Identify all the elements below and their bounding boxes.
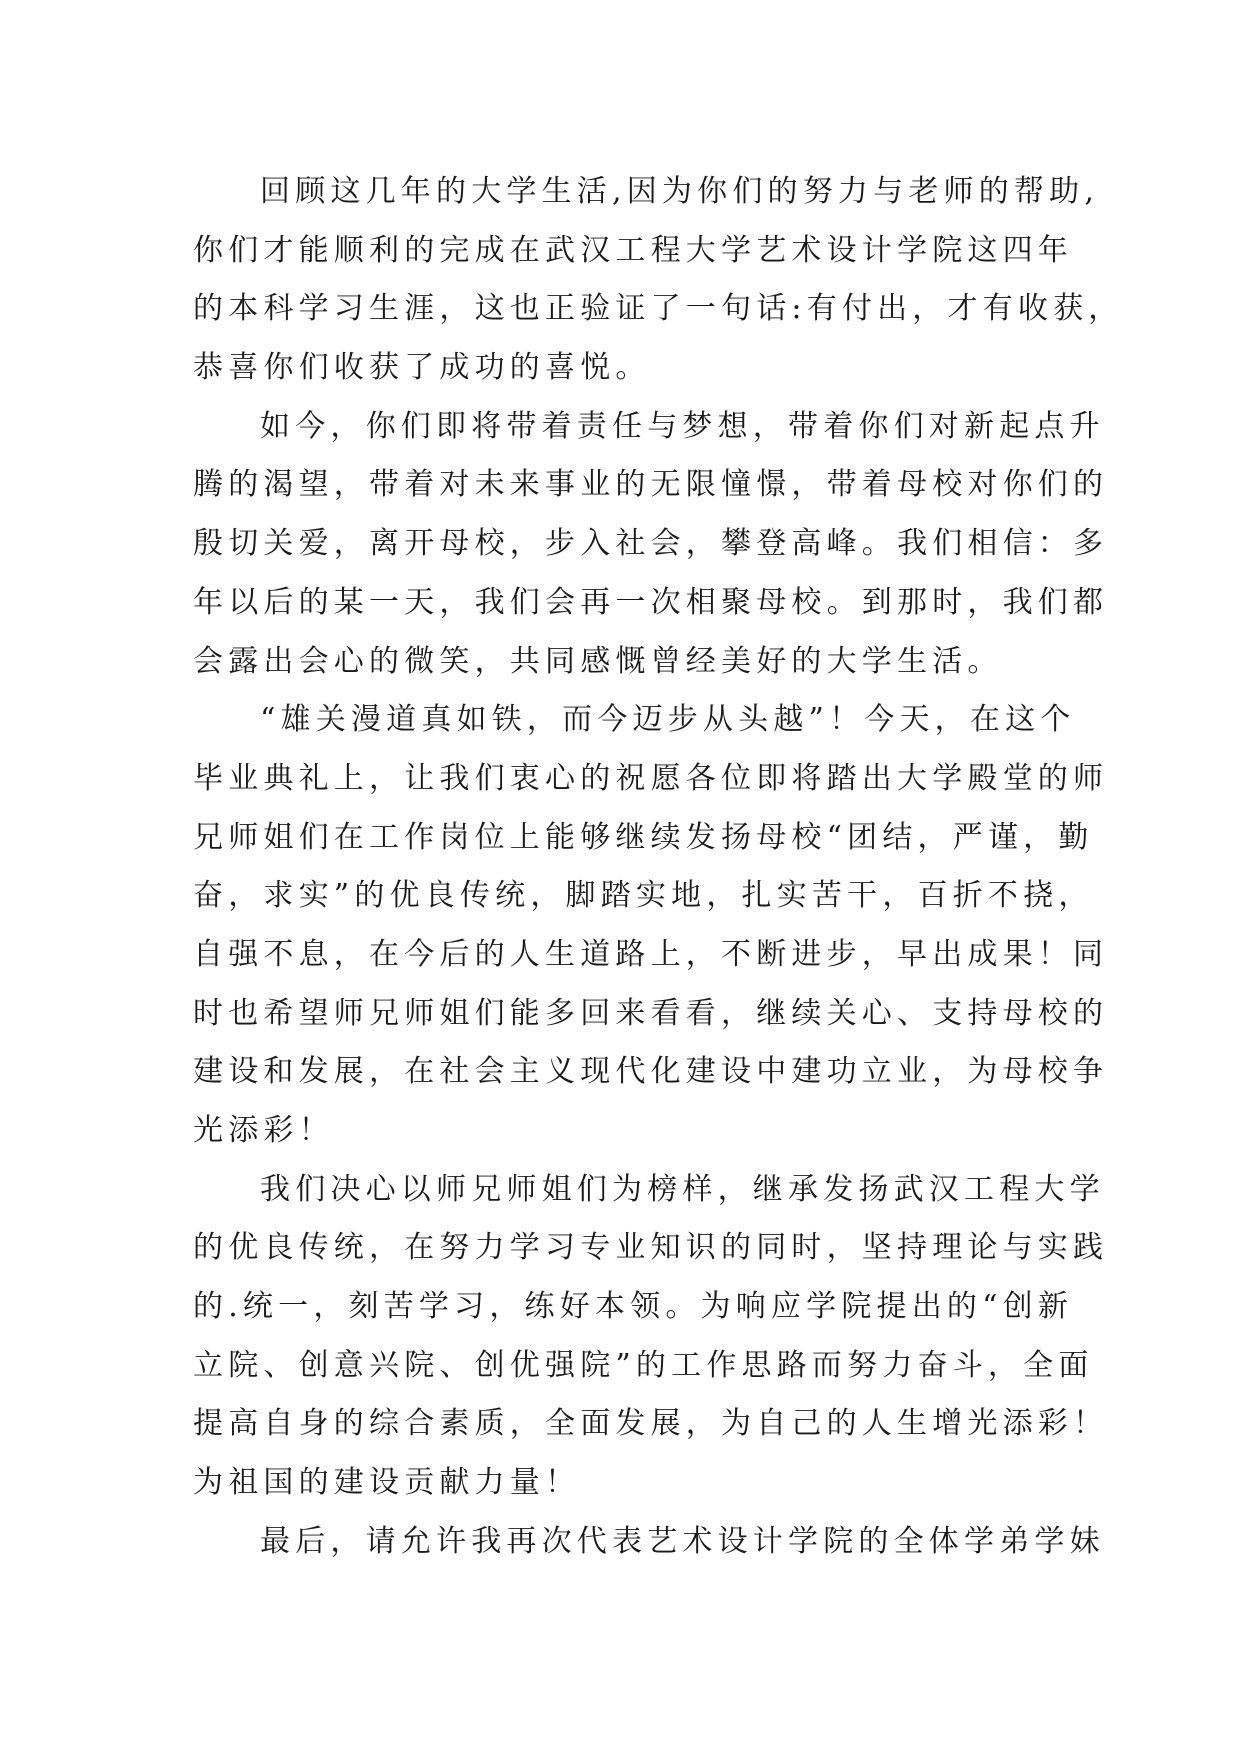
- paragraph-3: [193, 691, 1109, 1161]
- text-line: 自强不息，在今后的人生道路上，不断进步，早出成果！同: [193, 936, 1109, 972]
- paragraph-2: [193, 398, 1109, 691]
- text-line: 时也希望师兄师姐们能多回来看看，继续关心、支持母校的: [193, 995, 1109, 1031]
- text-line: 的本科学习生涯，这也正验证了一句话:有付出，才有收获，: [193, 291, 1124, 327]
- text-line: 兄师姐们在工作岗位上能够继续发扬母校“团结，严谨，勤: [193, 819, 1094, 855]
- text-line: 最后，请允许我再次代表艺术设计学院的全体学弟学妹: [260, 1523, 1105, 1559]
- text-line: 会露出会心的微笑，共同感慨曾经美好的大学生活。: [193, 643, 1003, 679]
- text-line: 腾的渴望，带着对未来事业的无限憧憬，带着母校对你们的: [193, 467, 1109, 503]
- document-body: [193, 163, 1124, 1572]
- text-line: 奋，求实”的优良传统，脚踏实地，扎实苦干，百折不挠，: [193, 878, 1094, 914]
- paragraph-5: [193, 1513, 1105, 1572]
- text-line: 为祖国的建设贡献力量！: [193, 1465, 581, 1501]
- text-line: 年以后的某一天，我们会再一次相聚母校。到那时，我们都: [193, 584, 1109, 620]
- text-line: 的.统一，刻苦学习，练好本领。为响应学院提出的“创新: [193, 1289, 1074, 1325]
- text-line: 殷切关爱，离开母校，步入社会，攀登高峰。我们相信：多: [193, 526, 1109, 562]
- text-line: 的优良传统，在努力学习专业知识的同时，坚持理论与实践: [193, 1230, 1109, 1266]
- paragraph-4: [193, 1161, 1109, 1513]
- text-line: 立院、创意兴院、创优强院”的工作思路而努力奋斗，全面: [193, 1347, 1094, 1383]
- text-line: 回顾这几年的大学生活,因为你们的努力与老师的帮助,: [260, 174, 1100, 209]
- text-line: 提高自身的综合素质，全面发展，为自己的人生增光添彩！: [193, 1406, 1109, 1442]
- text-line: “雄关漫道真如铁，而今迈步从头越”！今天，在这个: [260, 702, 1076, 738]
- text-line: 你们才能顺利的完成在武汉工程大学艺术设计学院这四年: [193, 232, 1073, 268]
- text-line: 我们决心以师兄师姐们为榜样，继承发扬武汉工程大学: [260, 1171, 1105, 1207]
- text-line: 光添彩！: [193, 1113, 334, 1148]
- text-line: 建设和发展，在社会主义现代化建设中建功立业，为母校争: [193, 1054, 1109, 1090]
- text-line: 如今，你们即将带着责任与梦想，带着你们对新起点升: [260, 408, 1105, 444]
- text-line: 毕业典礼上，让我们衷心的祝愿各位即将踏出大学殿堂的师: [193, 760, 1109, 796]
- paragraph-1: [193, 163, 1124, 398]
- text-line: 恭喜你们收获了成功的喜悦。: [193, 350, 651, 386]
